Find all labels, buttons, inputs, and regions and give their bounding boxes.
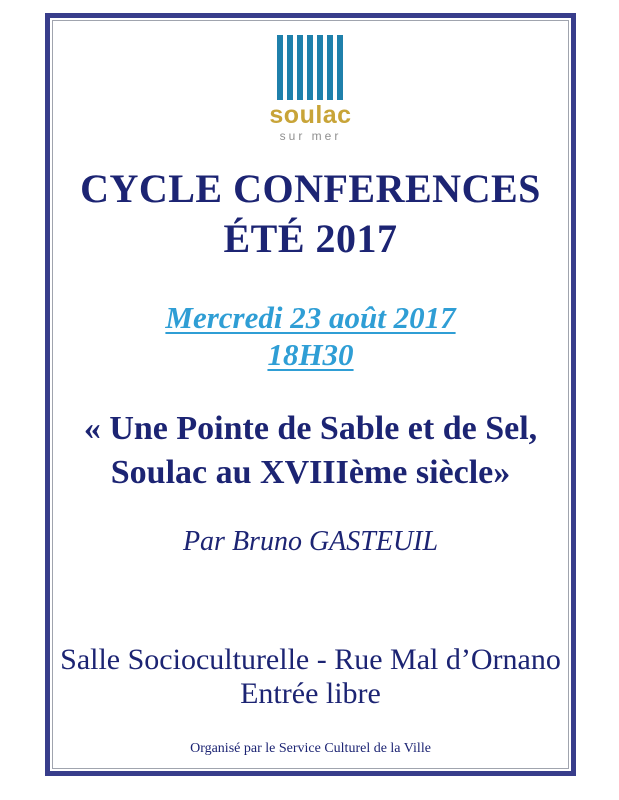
logo-subtitle: sur mer <box>279 129 342 143</box>
speaker-line: Par Bruno GASTEUIL <box>182 526 439 557</box>
venue-address-line: Salle Socioculturelle - Rue Mal d’Ornano <box>60 643 561 676</box>
logo-bar <box>277 35 283 100</box>
talk-title-line2: Soulac au XVIIIème siècle» <box>110 454 511 491</box>
poster-content <box>54 22 567 767</box>
cycle-title-line2: ÉTÉ 2017 <box>223 216 398 261</box>
logo-bar <box>317 35 323 100</box>
event-time-line: 18H30 <box>267 337 354 372</box>
logo-bar <box>337 35 343 100</box>
organizer-note: Organisé par le Service Culturel de la Ville <box>190 741 431 756</box>
poster-frame <box>45 13 576 776</box>
logo-bar <box>297 35 303 100</box>
venue-info <box>60 643 561 711</box>
logo-bar <box>287 35 293 100</box>
cycle-title <box>80 164 541 264</box>
talk-title-line1: « Une Pointe de Sable et de Sel, <box>83 410 538 447</box>
logo-bar <box>327 35 333 100</box>
logo-bars-icon <box>277 35 343 100</box>
soulac-logo <box>269 35 351 143</box>
free-entry-line: Entrée libre <box>240 677 381 710</box>
cycle-title-line1: CYCLE CONFERENCES <box>80 166 541 211</box>
talk-title <box>84 407 537 495</box>
event-date-line: Mercredi 23 août 2017 <box>165 300 456 335</box>
event-datetime <box>165 299 455 373</box>
logo-bar <box>307 35 313 100</box>
logo-wordmark: soulac <box>269 101 352 129</box>
